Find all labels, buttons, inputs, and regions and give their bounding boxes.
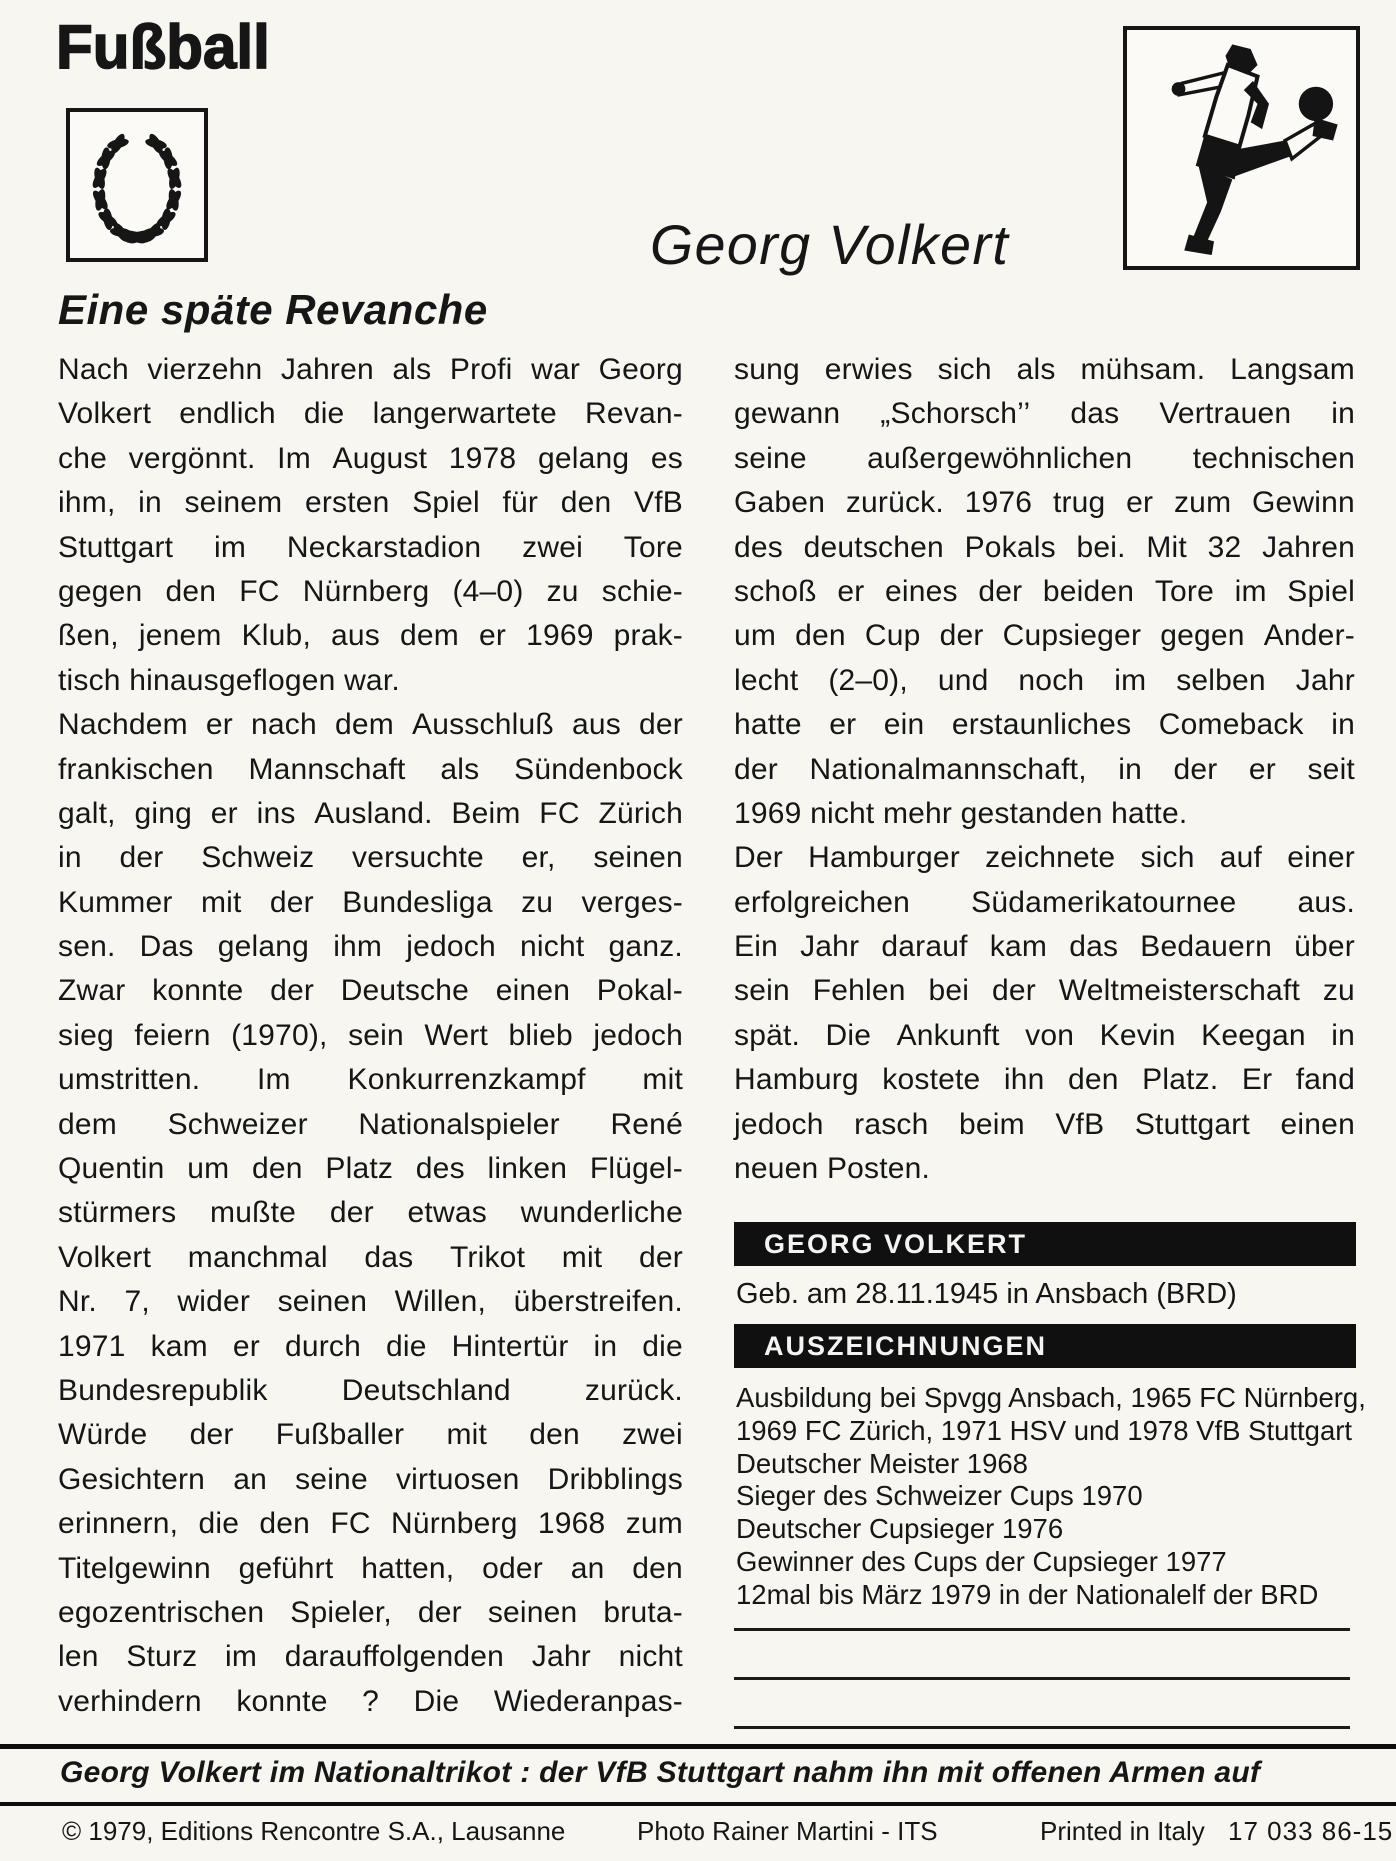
text-line: galt, ging er ins Ausland. Beim FC Zürich — [58, 796, 683, 830]
text-line: in der Schweiz versuchte er, seinen — [58, 841, 683, 875]
award-line: Sieger des Schweizer Cups 1970 — [736, 1480, 1143, 1512]
article-column-left — [58, 348, 683, 1724]
blank-rule-line — [734, 1677, 1350, 1680]
birth-info: Geb. am 28.11.1945 in Ansbach (BRD) — [736, 1278, 1237, 1310]
text-line: Hamburg kostete ihn den Platz. Er fand — [734, 1063, 1355, 1097]
text-line: Quentin um den Platz des linken Flügel- — [58, 1152, 683, 1186]
text-line: Würde der Fußballer mit den zwei — [58, 1418, 683, 1452]
text-line: dem Schweizer Nationalspieler René — [58, 1107, 683, 1141]
award-line: Deutscher Cupsieger 1976 — [736, 1513, 1064, 1545]
text-line: ßen, jenem Klub, aus dem er 1969 prak- — [58, 619, 683, 653]
text-line: stürmers mußte der etwas wunderliche — [58, 1196, 683, 1230]
text-line: Volkert endlich die langerwartete Revan- — [58, 397, 683, 431]
photo-caption: Georg Volkert im Nationaltrikot : der VfB Stuttgart nahm ihn mit offenen Armen auf — [60, 1756, 1261, 1789]
text-line: neuen Posten. — [734, 1152, 931, 1186]
text-line: Zwar konnte der Deutsche einen Pokal- — [58, 974, 683, 1008]
blank-rule-line — [734, 1628, 1350, 1631]
soccer-player-kicking-icon — [1127, 30, 1356, 266]
text-line: erinnern, die den FC Nürnberg 1968 zum — [58, 1507, 683, 1541]
blank-rule-line — [734, 1726, 1350, 1729]
text-line: spät. Die Ankunft von Kevin Keegan in — [734, 1018, 1355, 1052]
text-line: um den Cup der Cupsieger gegen Ander- — [734, 619, 1355, 653]
article-headline: Eine späte Revanche — [58, 286, 488, 333]
text-line: 1971 kam er durch die Hintertür in die — [58, 1329, 683, 1363]
card-number-text: 17 033 86-15 — [1228, 1816, 1394, 1846]
awards-section-bar — [734, 1324, 1356, 1368]
text-line: egozentrischen Spieler, der seinen bruta- — [58, 1595, 683, 1629]
text-line: Bundesrepublik Deutschland zurück. — [58, 1373, 683, 1407]
laurel-wreath-icon — [70, 112, 204, 258]
text-line: gegen den FC Nürnberg (4–0) zu schie- — [58, 574, 683, 608]
text-line: Nr. 7, wider seinen Willen, überstreifen. — [58, 1285, 683, 1319]
text-line: gewann „Schorsch’’ das Vertrauen in — [734, 397, 1355, 431]
text-line: Ein Jahr darauf kam das Bedauern über — [734, 930, 1355, 964]
text-line: sein Fehlen bei der Weltmeisterschaft zu — [734, 974, 1355, 1008]
printed-in-text: Printed in Italy — [1040, 1816, 1205, 1846]
photo-credit-text: Photo Rainer Martini - ITS — [637, 1816, 938, 1846]
text-line: Gaben zurück. 1976 trug er zum Gewinn — [734, 486, 1355, 520]
awards-bar-label: AUSZEICHNUNGEN — [764, 1330, 1048, 1361]
text-line: der Nationalmannschaft, in der er seit — [734, 752, 1355, 786]
text-line: lecht (2–0), und noch im selben Jahr — [734, 663, 1355, 697]
caption-divider-bottom — [0, 1802, 1396, 1806]
award-line: 1969 FC Zürich, 1971 HSV und 1978 VfB Stuttgart — [736, 1414, 1353, 1446]
text-line: ihm, in seinem ersten Spiel für den VfB — [58, 486, 683, 520]
soccer-player-illustration-box — [1123, 26, 1360, 270]
awards-list — [736, 1382, 1366, 1612]
text-line: Der Hamburger zeichnete sich auf einer — [734, 841, 1355, 875]
text-line: jedoch rasch beim VfB Stuttgart einen — [734, 1107, 1355, 1141]
text-line: erfolgreichen Südamerikatournee aus. — [734, 885, 1355, 919]
text-line: tisch hinausgeflogen war. — [58, 663, 400, 697]
caption-divider-top — [0, 1744, 1396, 1749]
player-name-section-bar — [734, 1222, 1356, 1266]
player-name-title: Georg Volkert — [650, 213, 1010, 276]
text-line: frankischen Mannschaft als Sündenbock — [58, 752, 683, 786]
text-line: 1969 nicht mehr gestanden hatte. — [734, 796, 1188, 830]
article-column-right — [734, 348, 1355, 1191]
text-line: schoß er eines der beiden Tore im Spiel — [734, 574, 1355, 608]
text-line: sen. Das gelang ihm jedoch nicht ganz. — [58, 930, 683, 964]
text-line: Volkert manchmal das Trikot mit der — [58, 1240, 683, 1274]
text-line: umstritten. Im Konkurrenzkampf mit — [58, 1063, 683, 1097]
award-line: 12mal bis März 1979 in der Nationalelf der BRD — [736, 1578, 1319, 1610]
award-line: Gewinner des Cups der Cupsieger 1977 — [736, 1545, 1227, 1577]
laurel-emblem-box — [66, 108, 208, 262]
text-line: Kummer mit der Bundesliga zu verges- — [58, 885, 683, 919]
category-title: Fußball — [56, 13, 270, 82]
text-line: len Sturz im darauffolgenden Jahr nicht — [58, 1640, 683, 1674]
text-line: Nachdem er nach dem Ausschluß aus der — [58, 708, 683, 742]
text-line: Gesichtern an seine virtuosen Dribblings — [58, 1462, 683, 1496]
text-line: che vergönnt. Im August 1978 gelang es — [58, 441, 683, 475]
text-line: Stuttgart im Neckarstadion zwei Tore — [58, 530, 683, 564]
text-line: Titelgewinn geführt hatten, oder an den — [58, 1551, 683, 1585]
text-line: des deutschen Pokals bei. Mit 32 Jahren — [734, 530, 1355, 564]
copyright-text: © 1979, Editions Rencontre S.A., Lausanne — [62, 1816, 566, 1846]
footer — [0, 1816, 1396, 1850]
text-line: seine außergewöhnlichen technischen — [734, 441, 1355, 475]
player-name-bar-label: GEORG VOLKERT — [764, 1228, 1028, 1259]
text-line: sieg feiern (1970), sein Wert blieb jedoch — [58, 1018, 683, 1052]
text-line: verhindern konnte ? Die Wiederanpas- — [58, 1684, 683, 1718]
text-line: sung erwies sich als mühsam. Langsam — [734, 353, 1355, 386]
text-line: Nach vierzehn Jahren als Profi war Georg — [58, 353, 683, 386]
award-line: Ausbildung bei Spvgg Ansbach, 1965 FC Nürnberg, — [736, 1382, 1366, 1413]
text-line: hatte er ein erstaunliches Comeback in — [734, 708, 1355, 742]
award-line: Deutscher Meister 1968 — [736, 1447, 1028, 1479]
